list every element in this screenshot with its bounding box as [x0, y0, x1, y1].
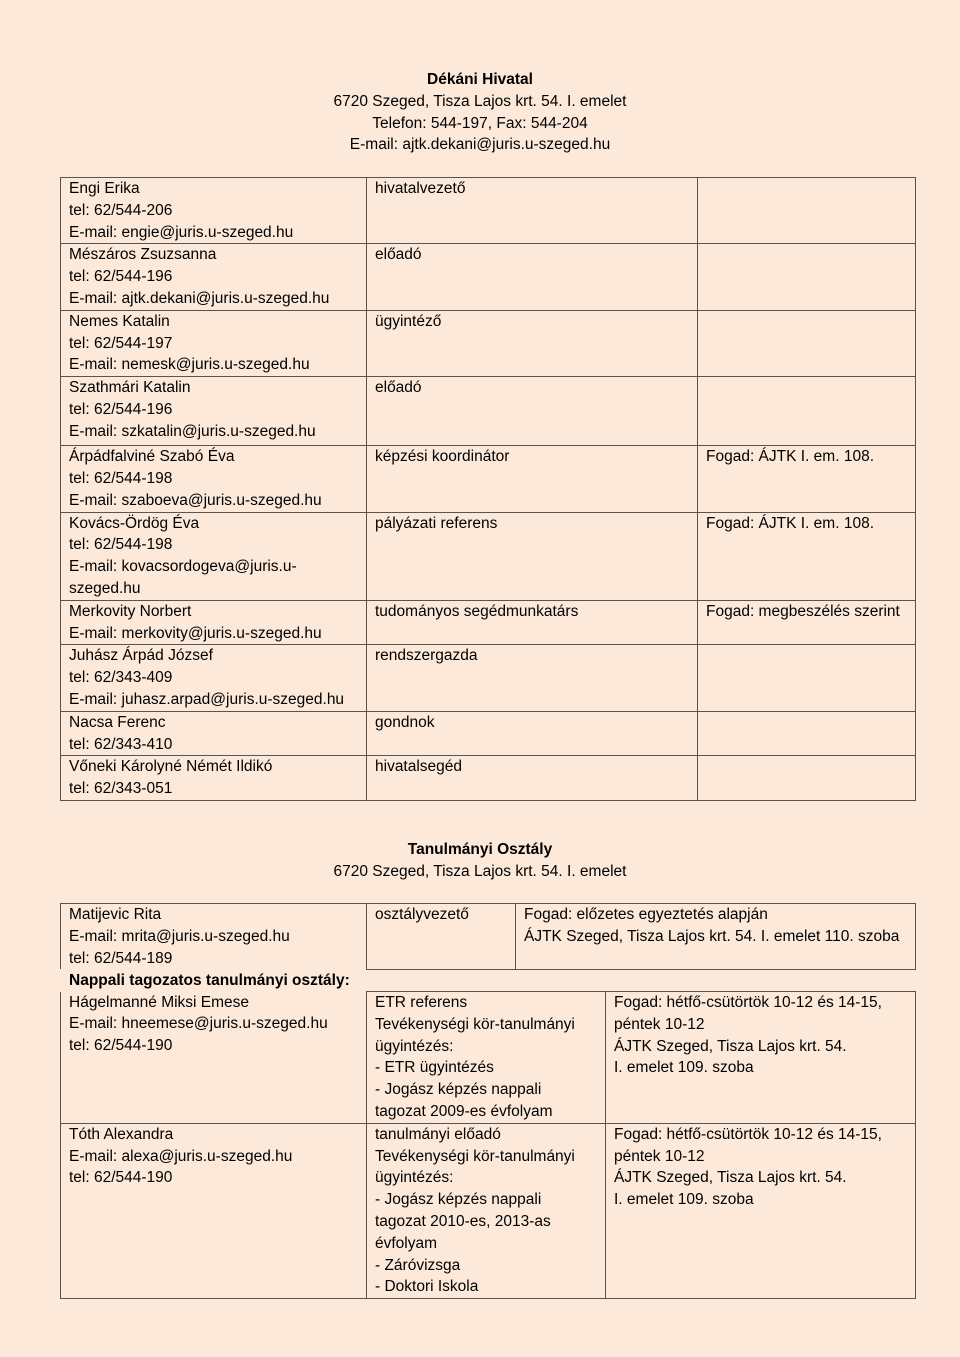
note-line: ÁJTK Szeged, Tisza Lajos krt. 54. — [614, 1169, 847, 1187]
table-row — [61, 992, 916, 1124]
person-contact: E-mail: szkatalin@juris.u-szeged.hu — [69, 422, 316, 440]
note-line: I. emelet 109. szoba — [614, 1059, 754, 1077]
note-line: Fogad: hétfő-csütörtök 10-12 és 14-15, — [614, 1125, 882, 1143]
note-cell — [698, 244, 916, 310]
role-line: évfolyam — [375, 1234, 438, 1252]
table-row — [61, 711, 916, 756]
person-cell — [61, 310, 367, 376]
tanulmanyi-staff-table — [60, 991, 916, 1299]
note-cell — [606, 1123, 916, 1298]
role-text: tudományos segédmunkatárs — [375, 602, 579, 620]
role-cell — [367, 310, 698, 376]
role-line: - Doktori Iskola — [375, 1278, 479, 1296]
person-contact: tel: 62/343-409 — [69, 669, 173, 687]
tanulmanyi-address: 6720 Szeged, Tisza Lajos krt. 54. I. emelet — [333, 862, 627, 880]
person-contact: E-mail: merkovity@juris.u-szeged.hu — [69, 624, 322, 642]
role-cell — [367, 645, 698, 711]
person-cell — [61, 446, 367, 512]
note-cell — [698, 600, 916, 645]
role-cell — [367, 377, 698, 446]
person-contact: tel: 62/343-410 — [69, 735, 173, 753]
person-name: Nacsa Ferenc — [69, 713, 166, 731]
table-row — [61, 310, 916, 376]
dekani-staff-table — [60, 177, 916, 801]
person-cell — [61, 600, 367, 645]
person-line: E-mail: hneemese@juris.u-szeged.hu — [69, 1015, 328, 1033]
role-text: hivatalvezető — [375, 180, 466, 197]
person-contact: szeged.hu — [69, 579, 141, 597]
dekani-title: Dékáni Hivatal — [427, 71, 533, 88]
person-cell — [61, 904, 367, 970]
person-phone: tel: 62/544-189 — [69, 949, 173, 967]
dekani-phone: Telefon: 544-197, Fax: 544-204 — [372, 114, 588, 132]
person-name: Szathmári Katalin — [69, 379, 191, 397]
note-text: Fogad: előzetes egyeztetés alapján — [524, 906, 768, 923]
note-line: péntek 10-12 — [614, 1147, 705, 1165]
person-contact: tel: 62/544-198 — [69, 469, 173, 487]
table-row — [61, 178, 916, 244]
role-text: gondnok — [375, 713, 435, 731]
table-row — [61, 446, 916, 512]
role-line: ügyintézés: — [375, 1037, 454, 1055]
role-cell — [367, 244, 698, 310]
person-name: Árpádfalviné Szabó Éva — [69, 448, 235, 466]
note-cell — [698, 377, 916, 446]
person-cell — [61, 711, 367, 756]
role-text: pályázati referens — [375, 514, 498, 532]
role-line: tagozat 2010-es, 2013-as — [375, 1212, 551, 1230]
person-email: E-mail: mrita@juris.u-szeged.hu — [69, 927, 290, 945]
note-cell — [606, 992, 916, 1124]
role-cell — [367, 711, 698, 756]
table-row — [61, 600, 916, 645]
person-cell — [61, 377, 367, 446]
person-cell — [61, 992, 367, 1124]
note-line: Fogad: hétfő-csütörtök 10-12 és 14-15, — [614, 994, 882, 1011]
person-contact: E-mail: nemesk@juris.u-szeged.hu — [69, 356, 310, 374]
note-text: Fogad: megbeszélés szerint — [706, 602, 900, 620]
person-contact: E-mail: engie@juris.u-szeged.hu — [69, 223, 294, 241]
note-line: ÁJTK Szeged, Tisza Lajos krt. 54. — [614, 1037, 847, 1055]
role-cell — [367, 1123, 606, 1298]
dekani-header — [0, 69, 960, 156]
note-cell — [698, 645, 916, 711]
person-line: tel: 62/544-190 — [69, 1169, 173, 1187]
role-line: Tevékenységi kör-tanulmányi — [375, 1015, 575, 1033]
person-contact: E-mail: szaboeva@juris.u-szeged.hu — [69, 491, 322, 509]
note-line: I. emelet 109. szoba — [614, 1191, 754, 1209]
person-contact: tel: 62/343-051 — [69, 780, 173, 798]
note-line: péntek 10-12 — [614, 1015, 705, 1033]
person-name: Nemes Katalin — [69, 312, 170, 330]
note-cell — [698, 756, 916, 801]
role-text: előadó — [375, 379, 422, 397]
table-row — [61, 756, 916, 801]
note-text: Fogad: ÁJTK I. em. 108. — [706, 448, 874, 466]
note-text: Fogad: ÁJTK I. em. 108. — [706, 514, 874, 532]
person-name: Engi Erika — [69, 180, 140, 197]
role-text: hivatalsegéd — [375, 758, 463, 776]
role-line: - Jogász képzés nappali — [375, 1081, 542, 1099]
note-cell — [698, 711, 916, 756]
person-contact: E-mail: ajtk.dekani@juris.u-szeged.hu — [69, 289, 330, 307]
role-text: osztályvezető — [375, 906, 469, 923]
note-cell — [698, 178, 916, 244]
person-cell — [61, 244, 367, 310]
note-cell — [698, 512, 916, 600]
tanulmanyi-head-table — [60, 903, 916, 970]
person-line: tel: 62/544-190 — [69, 1037, 173, 1055]
person-contact: tel: 62/544-197 — [69, 334, 173, 352]
dekani-email: E-mail: ajtk.dekani@juris.u-szeged.hu — [349, 136, 611, 154]
role-cell — [367, 178, 698, 244]
table-row — [61, 1123, 916, 1298]
role-line: - Jogász képzés nappali — [375, 1191, 542, 1209]
role-cell — [367, 756, 698, 801]
note-cell — [698, 446, 916, 512]
role-line: tanulmányi előadó — [375, 1125, 501, 1143]
person-name: Vőneki Károlyné Némét Ildikó — [69, 758, 273, 776]
role-cell — [367, 992, 606, 1124]
person-name: Matijevic Rita — [69, 906, 162, 923]
role-line: Tevékenységi kör-tanulmányi — [375, 1147, 575, 1165]
person-line: Tóth Alexandra — [69, 1125, 174, 1143]
person-name: Juhász Árpád József — [69, 647, 213, 665]
person-cell — [61, 512, 367, 600]
role-cell — [367, 446, 698, 512]
person-line: E-mail: alexa@juris.u-szeged.hu — [69, 1147, 293, 1165]
person-contact: tel: 62/544-206 — [69, 201, 173, 219]
person-cell — [61, 1123, 367, 1298]
person-contact: E-mail: juhasz.arpad@juris.u-szeged.hu — [69, 690, 345, 708]
role-text: ügyintéző — [375, 312, 442, 330]
tanulmanyi-title: Tanulmányi Osztály — [407, 841, 553, 858]
table-row — [61, 904, 916, 970]
note-cell — [698, 310, 916, 376]
person-name: Merkovity Norbert — [69, 602, 192, 620]
table-row — [61, 512, 916, 600]
table-row — [61, 244, 916, 310]
section-label: Nappali tagozatos tanulmányi osztály: — [69, 972, 350, 989]
role-cell — [367, 904, 516, 970]
person-cell — [61, 645, 367, 711]
tanulmanyi-header — [0, 839, 960, 883]
role-text: előadó — [375, 246, 422, 264]
person-cell — [61, 756, 367, 801]
role-cell — [367, 600, 698, 645]
role-line: ETR referens — [375, 994, 468, 1011]
note-text: ÁJTK Szeged, Tisza Lajos krt. 54. I. emelet 110. szoba — [524, 927, 900, 945]
person-contact: E-mail: kovacsordogeva@juris.u- — [69, 558, 297, 576]
person-contact: tel: 62/544-198 — [69, 536, 173, 554]
person-name: Mészáros Zsuzsanna — [69, 246, 217, 264]
role-text: rendszergazda — [375, 647, 478, 665]
role-cell — [367, 512, 698, 600]
person-name: Kovács-Ördög Éva — [69, 514, 200, 532]
person-cell — [61, 178, 367, 244]
table-row — [61, 377, 916, 446]
table-row — [61, 645, 916, 711]
note-cell — [516, 904, 916, 970]
role-line: ügyintézés: — [375, 1169, 454, 1187]
role-line: - ETR ügyintézés — [375, 1059, 494, 1077]
person-line: Hágelmanné Miksi Emese — [69, 993, 250, 1011]
role-text: képzési koordinátor — [375, 448, 510, 466]
dekani-address: 6720 Szeged, Tisza Lajos krt. 54. I. emelet — [333, 92, 627, 110]
role-line: tagozat 2009-es évfolyam — [375, 1102, 553, 1120]
role-line: - Záróvizsga — [375, 1256, 461, 1274]
person-contact: tel: 62/544-196 — [69, 268, 173, 286]
person-contact: tel: 62/544-196 — [69, 400, 173, 418]
